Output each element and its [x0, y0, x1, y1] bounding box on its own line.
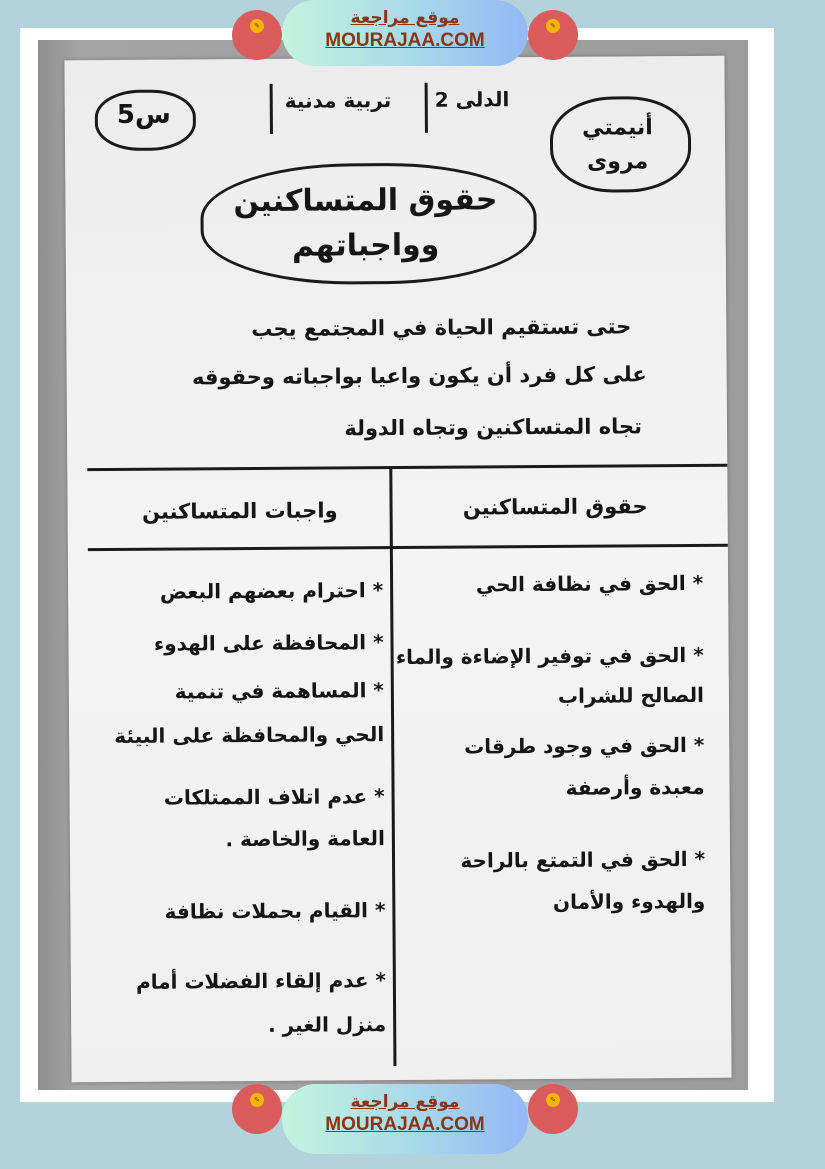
book-icon: ✎	[250, 1093, 264, 1107]
duties-item: منزل الغير .	[267, 1012, 387, 1037]
rights-item: * الحق في التمتع بالراحة	[460, 846, 706, 873]
duties-item: * عدم إلقاء الفضلات أمام	[135, 968, 386, 994]
duties-item: الحي والمحافظة على البيئة	[114, 722, 385, 748]
banner-domain[interactable]: MOURAJAA.COM	[325, 1114, 485, 1135]
divider	[425, 83, 428, 133]
table-header-line	[88, 544, 728, 551]
site-banner-bottom[interactable]	[282, 1084, 528, 1154]
handwritten-notes	[64, 56, 731, 1083]
mourajaa-logo[interactable]	[232, 1084, 282, 1134]
rights-item: الصالح للشراب	[557, 682, 704, 708]
intro-line1: حتى تستقيم الحياة في المجتمع يجب	[251, 314, 632, 342]
duties-list	[83, 578, 386, 1056]
rights-list	[395, 570, 706, 933]
rights-item: معبدة وأرصفة	[565, 774, 705, 800]
rights-item: * الحق في وجود طرقات	[464, 732, 705, 759]
title-cloud	[200, 162, 537, 285]
banner-arabic: موقع مراجعة	[350, 8, 460, 28]
author: أنيمتي مروى	[581, 115, 653, 175]
rights-header: حقوق المتساكنين	[462, 494, 648, 520]
duties-item: * القيام بحملات نظافة	[164, 898, 386, 924]
book-icon: ✎	[250, 19, 264, 33]
divider	[270, 84, 273, 134]
title-line2: وواجباتهم	[291, 227, 440, 264]
duties-item: * المحافظة على الهدوء	[153, 630, 384, 656]
duties-item: * احترام بعضهم البعض	[159, 578, 384, 604]
intro-line2: على كل فرد أن يكون واعيا بواجباته وحقوقه	[191, 362, 647, 390]
duties-item: * المساهمة في تنمية	[174, 678, 384, 704]
banner-domain[interactable]: MOURAJAA.COM	[325, 30, 485, 51]
duties-header: واجبات المتساكنين	[141, 498, 338, 524]
rights-item: * الحق في نظافة الحي	[475, 570, 704, 597]
mourajaa-logo[interactable]	[528, 1084, 578, 1134]
subject: تربية مدنية	[284, 88, 392, 113]
book-icon: ✎	[546, 1093, 560, 1107]
site-banner-top[interactable]	[282, 0, 528, 66]
lesson-number: س5	[116, 99, 171, 130]
duties-item: العامة والخاصة .	[225, 826, 385, 852]
book-icon: ✎	[546, 19, 560, 33]
table-top-line	[87, 464, 727, 471]
rights-item: * الحق في توفير الإضاءة والماء	[395, 642, 704, 670]
table-column-divider	[389, 466, 396, 1066]
banner-arabic: موقع مراجعة	[350, 1092, 460, 1112]
title-line1: حقوق المتساكنين	[233, 182, 498, 220]
duties-item: * عدم اتلاف الممتلكات	[163, 784, 385, 810]
mourajaa-logo[interactable]	[232, 10, 282, 60]
rights-item: والهدوء والأمان	[552, 888, 706, 914]
mourajaa-logo[interactable]	[528, 10, 578, 60]
level: الدلى 2	[434, 87, 510, 112]
intro-line3: تجاه المتساكنين وتجاه الدولة	[344, 414, 643, 441]
